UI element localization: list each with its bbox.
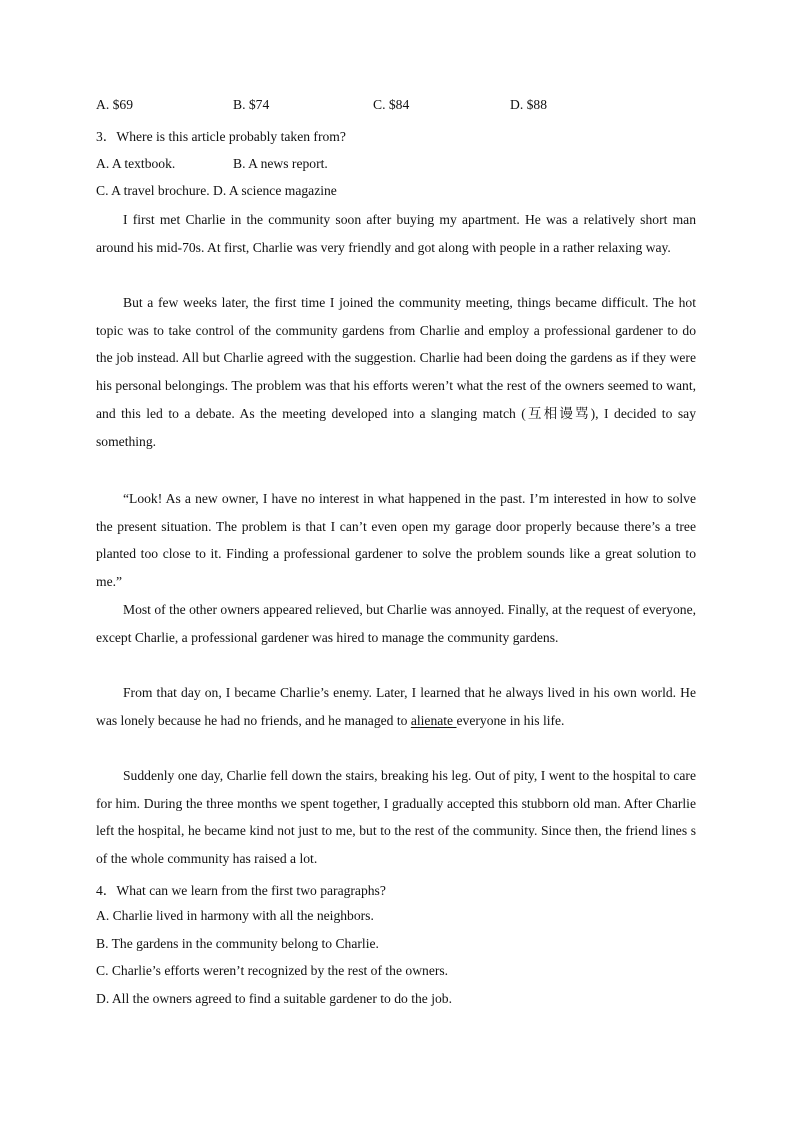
q2-option-b: B. $74: [233, 97, 270, 112]
q2-option-c: C. $84: [373, 97, 410, 112]
passage-paragraph-1: I first met Charlie in the community soon after buying my apartment. He was a relatively short man around his mid-70s. At first, Charlie was very friendly and got along with people in a rather relaxing way.: [96, 212, 696, 255]
q3-options-c-d: C. A travel brochure. D. A science magazine: [96, 183, 337, 198]
underlined-word-alienate: alienate: [410, 712, 457, 728]
q4-option-c: C. Charlie’s efforts weren’t recognized by the rest of the owners.: [96, 963, 449, 978]
question-4-text: 4．What can we learn from the first two paragraphs?: [96, 883, 386, 898]
passage-paragraph-3: “Look! As a new owner, I have no interest in what happened in the past. I’m interested in how to solve the present situation. The problem is that I can’t even open my garage door properly because there’s a tree planted too close to it. Finding a professional gardener to solve the problem sounds like a great solution to me.”: [96, 491, 696, 590]
passage-paragraph-5: [96, 679, 696, 734]
q4-option-d: D. All the owners agreed to find a suitable gardener to do the job.: [96, 991, 452, 1006]
q2-option-d: D. $88: [510, 97, 548, 112]
passage-paragraph-4: Most of the other owners appeared relieved, but Charlie was annoyed. Finally, at the request of everyone, except Charlie, a professional gardener was hired to manage the community gardens.: [96, 602, 696, 645]
passage-paragraph-2: But a few weeks later, the first time I joined the community meeting, things became difficult. The hot topic was to take control of the community gardens from Charlie and employ a professional gardener to do the job instead. All but Charlie agreed with the suggestion. Charlie had been doing the gardens as if they were his personal belongings. The problem was that his efforts weren’t what the rest of the owners seemed to want, and this led to a debate. As the meeting developed into a slanging match (互相谩骂), I decided to say something.: [96, 295, 696, 449]
q3-option-a: A. A textbook.: [96, 156, 176, 171]
q4-option-b: B. The gardens in the community belong to Charlie.: [96, 936, 379, 951]
p5-text-after: everyone in his life.: [456, 712, 565, 728]
question-3-text: 3．Where is this article probably taken from?: [96, 129, 346, 144]
p5-text-before: From that day on, I became Charlie’s enemy. Later, I learned that he always lived in his own world. He was lonely because he had no friends, and he managed to: [96, 685, 696, 728]
question-2-options: [96, 97, 716, 117]
q3-option-b: B. A news report.: [233, 156, 328, 171]
q2-option-a: A. $69: [96, 97, 134, 112]
passage-paragraph-6: Suddenly one day, Charlie fell down the stairs, breaking his leg. Out of pity, I went to the hospital to care for him. During the three months we spent together, I gradually accepted this stubborn old man. After Charlie left the hospital, he became kind not just to me, but to the rest of the community. Since then, the friend lines s of the whole community has raised a lot.: [96, 768, 696, 867]
q4-option-a: A. Charlie lived in harmony with all the neighbors.: [96, 908, 374, 923]
